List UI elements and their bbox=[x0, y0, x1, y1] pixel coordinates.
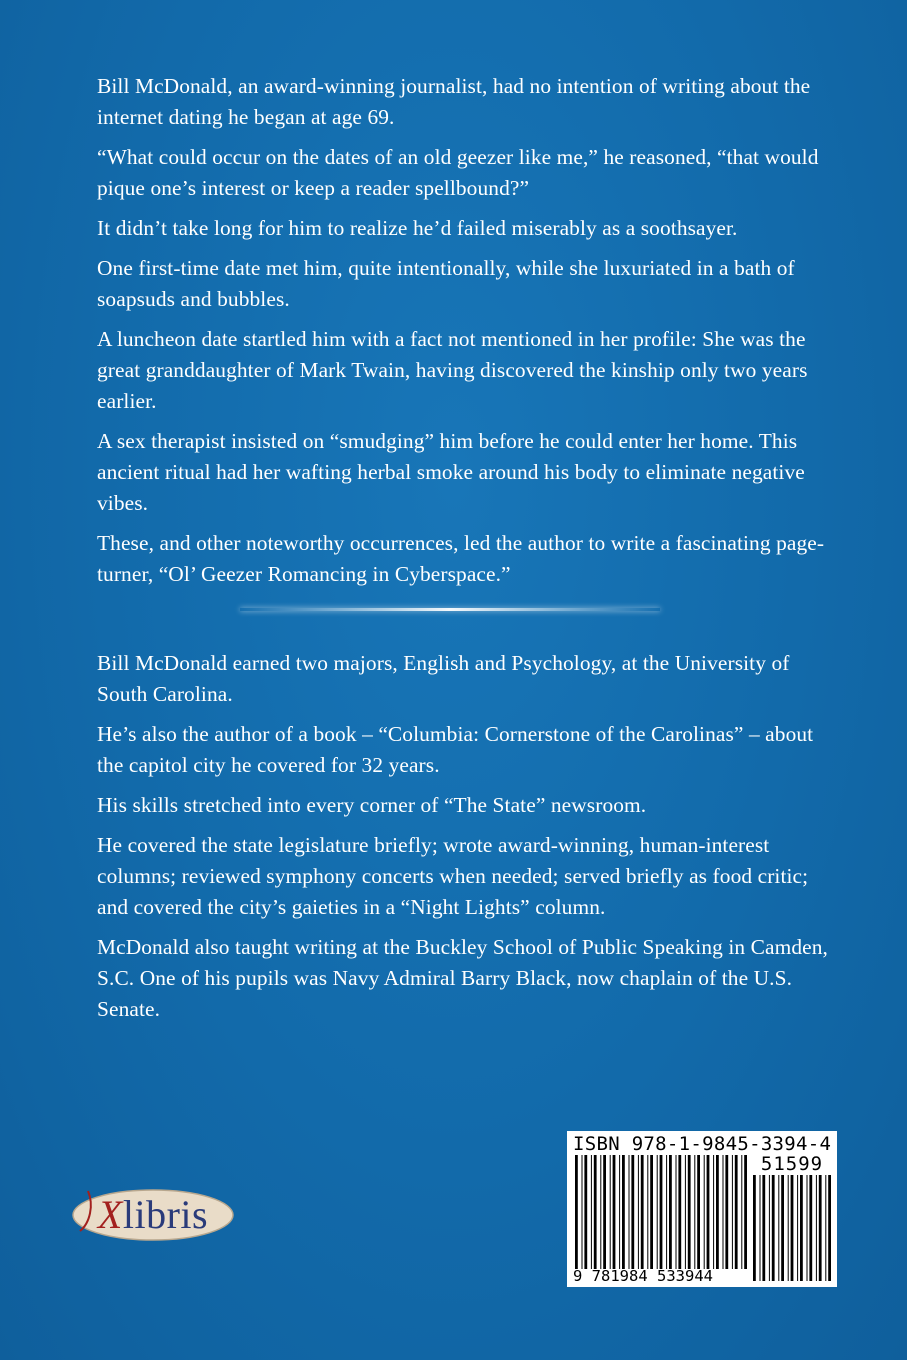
barcode-bar bbox=[575, 1155, 578, 1269]
barcode-bar bbox=[778, 1175, 779, 1281]
bio-paragraph: McDonald also taught writing at the Buckley School of Public Speaking in Camden, S.C. One of his pupils was Navy Admiral Barry Black, now chaplain of the U.S. Senate. bbox=[97, 935, 829, 1021]
barcode-bar bbox=[688, 1155, 691, 1269]
barcode-bar bbox=[647, 1155, 648, 1269]
barcode-bar bbox=[629, 1155, 630, 1269]
blurb-paragraph: A luncheon date startled him with a fact not mentioned in her profile: She was the great granddaughter of Mark Twain, having discovered the kinship only two years earlier. bbox=[97, 327, 808, 413]
barcode-bar bbox=[816, 1175, 817, 1281]
barcode-bar bbox=[666, 1155, 667, 1269]
barcode-bar bbox=[631, 1155, 634, 1269]
barcode-bar bbox=[769, 1175, 770, 1281]
barcode-bar bbox=[781, 1175, 784, 1281]
barcode-bar bbox=[641, 1155, 644, 1269]
addon-bars bbox=[753, 1175, 831, 1281]
barcode-bar bbox=[582, 1155, 583, 1269]
barcode-bar bbox=[819, 1175, 822, 1281]
barcode-bar bbox=[723, 1155, 724, 1269]
addon-number: 51599 bbox=[760, 1153, 824, 1175]
barcode-bar bbox=[797, 1175, 798, 1281]
barcode-bar bbox=[732, 1155, 733, 1269]
barcode-bar bbox=[716, 1155, 719, 1269]
barcode-bar bbox=[619, 1155, 620, 1269]
barcode-bar bbox=[694, 1155, 695, 1269]
blurb-paragraph: “What could occur on the dates of an old geezer like me,” he reasoned, “that would pique one’s interest or keep a reader spellbound?” bbox=[97, 145, 819, 200]
barcode-bar bbox=[697, 1155, 700, 1269]
blurb-paragraph: A sex therapist insisted on “smudging” him before he could enter her home. This ancient ritual had her wafting herbal smoke around his body to eliminate negative vibes. bbox=[97, 429, 805, 515]
blurb-paragraph: One first-time date met him, quite intentionally, while she luxuriated in a bath of soapsuds and bubbles. bbox=[97, 256, 795, 311]
barcode-bar bbox=[744, 1155, 747, 1269]
barcode-bar bbox=[713, 1155, 714, 1269]
barcode-bar bbox=[800, 1175, 803, 1281]
author-bio bbox=[97, 648, 842, 1034]
barcode-bar bbox=[828, 1175, 831, 1281]
barcode-bar bbox=[741, 1155, 742, 1269]
barcode-bar bbox=[735, 1155, 738, 1269]
barcode-bar bbox=[807, 1175, 808, 1281]
barcode-bar bbox=[594, 1155, 597, 1269]
barcode-bar bbox=[809, 1175, 812, 1281]
barcode-bar bbox=[725, 1155, 728, 1269]
barcode-bar bbox=[584, 1155, 587, 1269]
barcode-bar bbox=[591, 1155, 592, 1269]
barcode-bar bbox=[825, 1175, 826, 1281]
xlibris-logo bbox=[70, 1185, 236, 1243]
barcode-bar bbox=[638, 1155, 639, 1269]
barcode-bar bbox=[685, 1155, 686, 1269]
barcode-bar bbox=[610, 1155, 611, 1269]
barcode-bar bbox=[678, 1155, 681, 1269]
bio-paragraph: His skills stretched into every corner of “The State” newsroom. bbox=[97, 793, 647, 817]
bio-paragraph: Bill McDonald earned two majors, English and Psychology, at the University of South Carolina. bbox=[97, 651, 790, 706]
blurb-paragraph: It didn’t take long for him to realize he’d failed miserably as a soothsayer. bbox=[97, 216, 738, 240]
barcode-bar bbox=[788, 1175, 789, 1281]
barcode-bar bbox=[772, 1175, 775, 1281]
ean-number: 9 781984 533944 bbox=[573, 1267, 713, 1285]
barcode-bar bbox=[657, 1155, 658, 1269]
logo-x: X bbox=[97, 1191, 123, 1237]
barcode-bar bbox=[660, 1155, 663, 1269]
bio-paragraph: He’s also the author of a book – “Columbia: Cornerstone of the Carolinas” – about the capitol city he covered for 32 years. bbox=[97, 722, 814, 777]
barcode-bar bbox=[603, 1155, 606, 1269]
blurb-paragraph: Bill McDonald, an award-winning journalist, had no intention of writing about the internet dating he began at age 69. bbox=[97, 74, 811, 129]
logo-wordmark bbox=[70, 1185, 236, 1243]
ean-bars bbox=[575, 1155, 747, 1269]
isbn-barcode bbox=[567, 1131, 837, 1287]
isbn-label: ISBN 978-1-9845-3394-4 bbox=[573, 1133, 832, 1155]
blurb-paragraph: These, and other noteworthy occurrences, led the author to write a fascinating page-turner, “Ol’ Geezer Romancing in Cyberspace.” bbox=[97, 531, 825, 586]
barcode-bar bbox=[622, 1155, 625, 1269]
barcode-bar bbox=[600, 1155, 601, 1269]
section-divider bbox=[240, 608, 660, 611]
barcode-bar bbox=[762, 1175, 765, 1281]
barcode-bar bbox=[760, 1175, 761, 1281]
logo-rest: libris bbox=[122, 1191, 209, 1237]
barcode-bar bbox=[613, 1155, 616, 1269]
barcode-bar bbox=[704, 1155, 705, 1269]
back-cover-blurb bbox=[97, 71, 842, 599]
barcode-bar bbox=[676, 1155, 677, 1269]
barcode-bar bbox=[753, 1175, 756, 1281]
barcode-bar bbox=[707, 1155, 710, 1269]
barcode-bar bbox=[791, 1175, 794, 1281]
bio-paragraph: He covered the state legislature briefly; wrote award-winning, human-interest columns; reviewed symphony concerts when needed; served briefly as food critic; and covered the city’s gaieties in a “Night Lights” column. bbox=[97, 833, 809, 919]
barcode-bar bbox=[669, 1155, 672, 1269]
barcode-bar bbox=[650, 1155, 653, 1269]
